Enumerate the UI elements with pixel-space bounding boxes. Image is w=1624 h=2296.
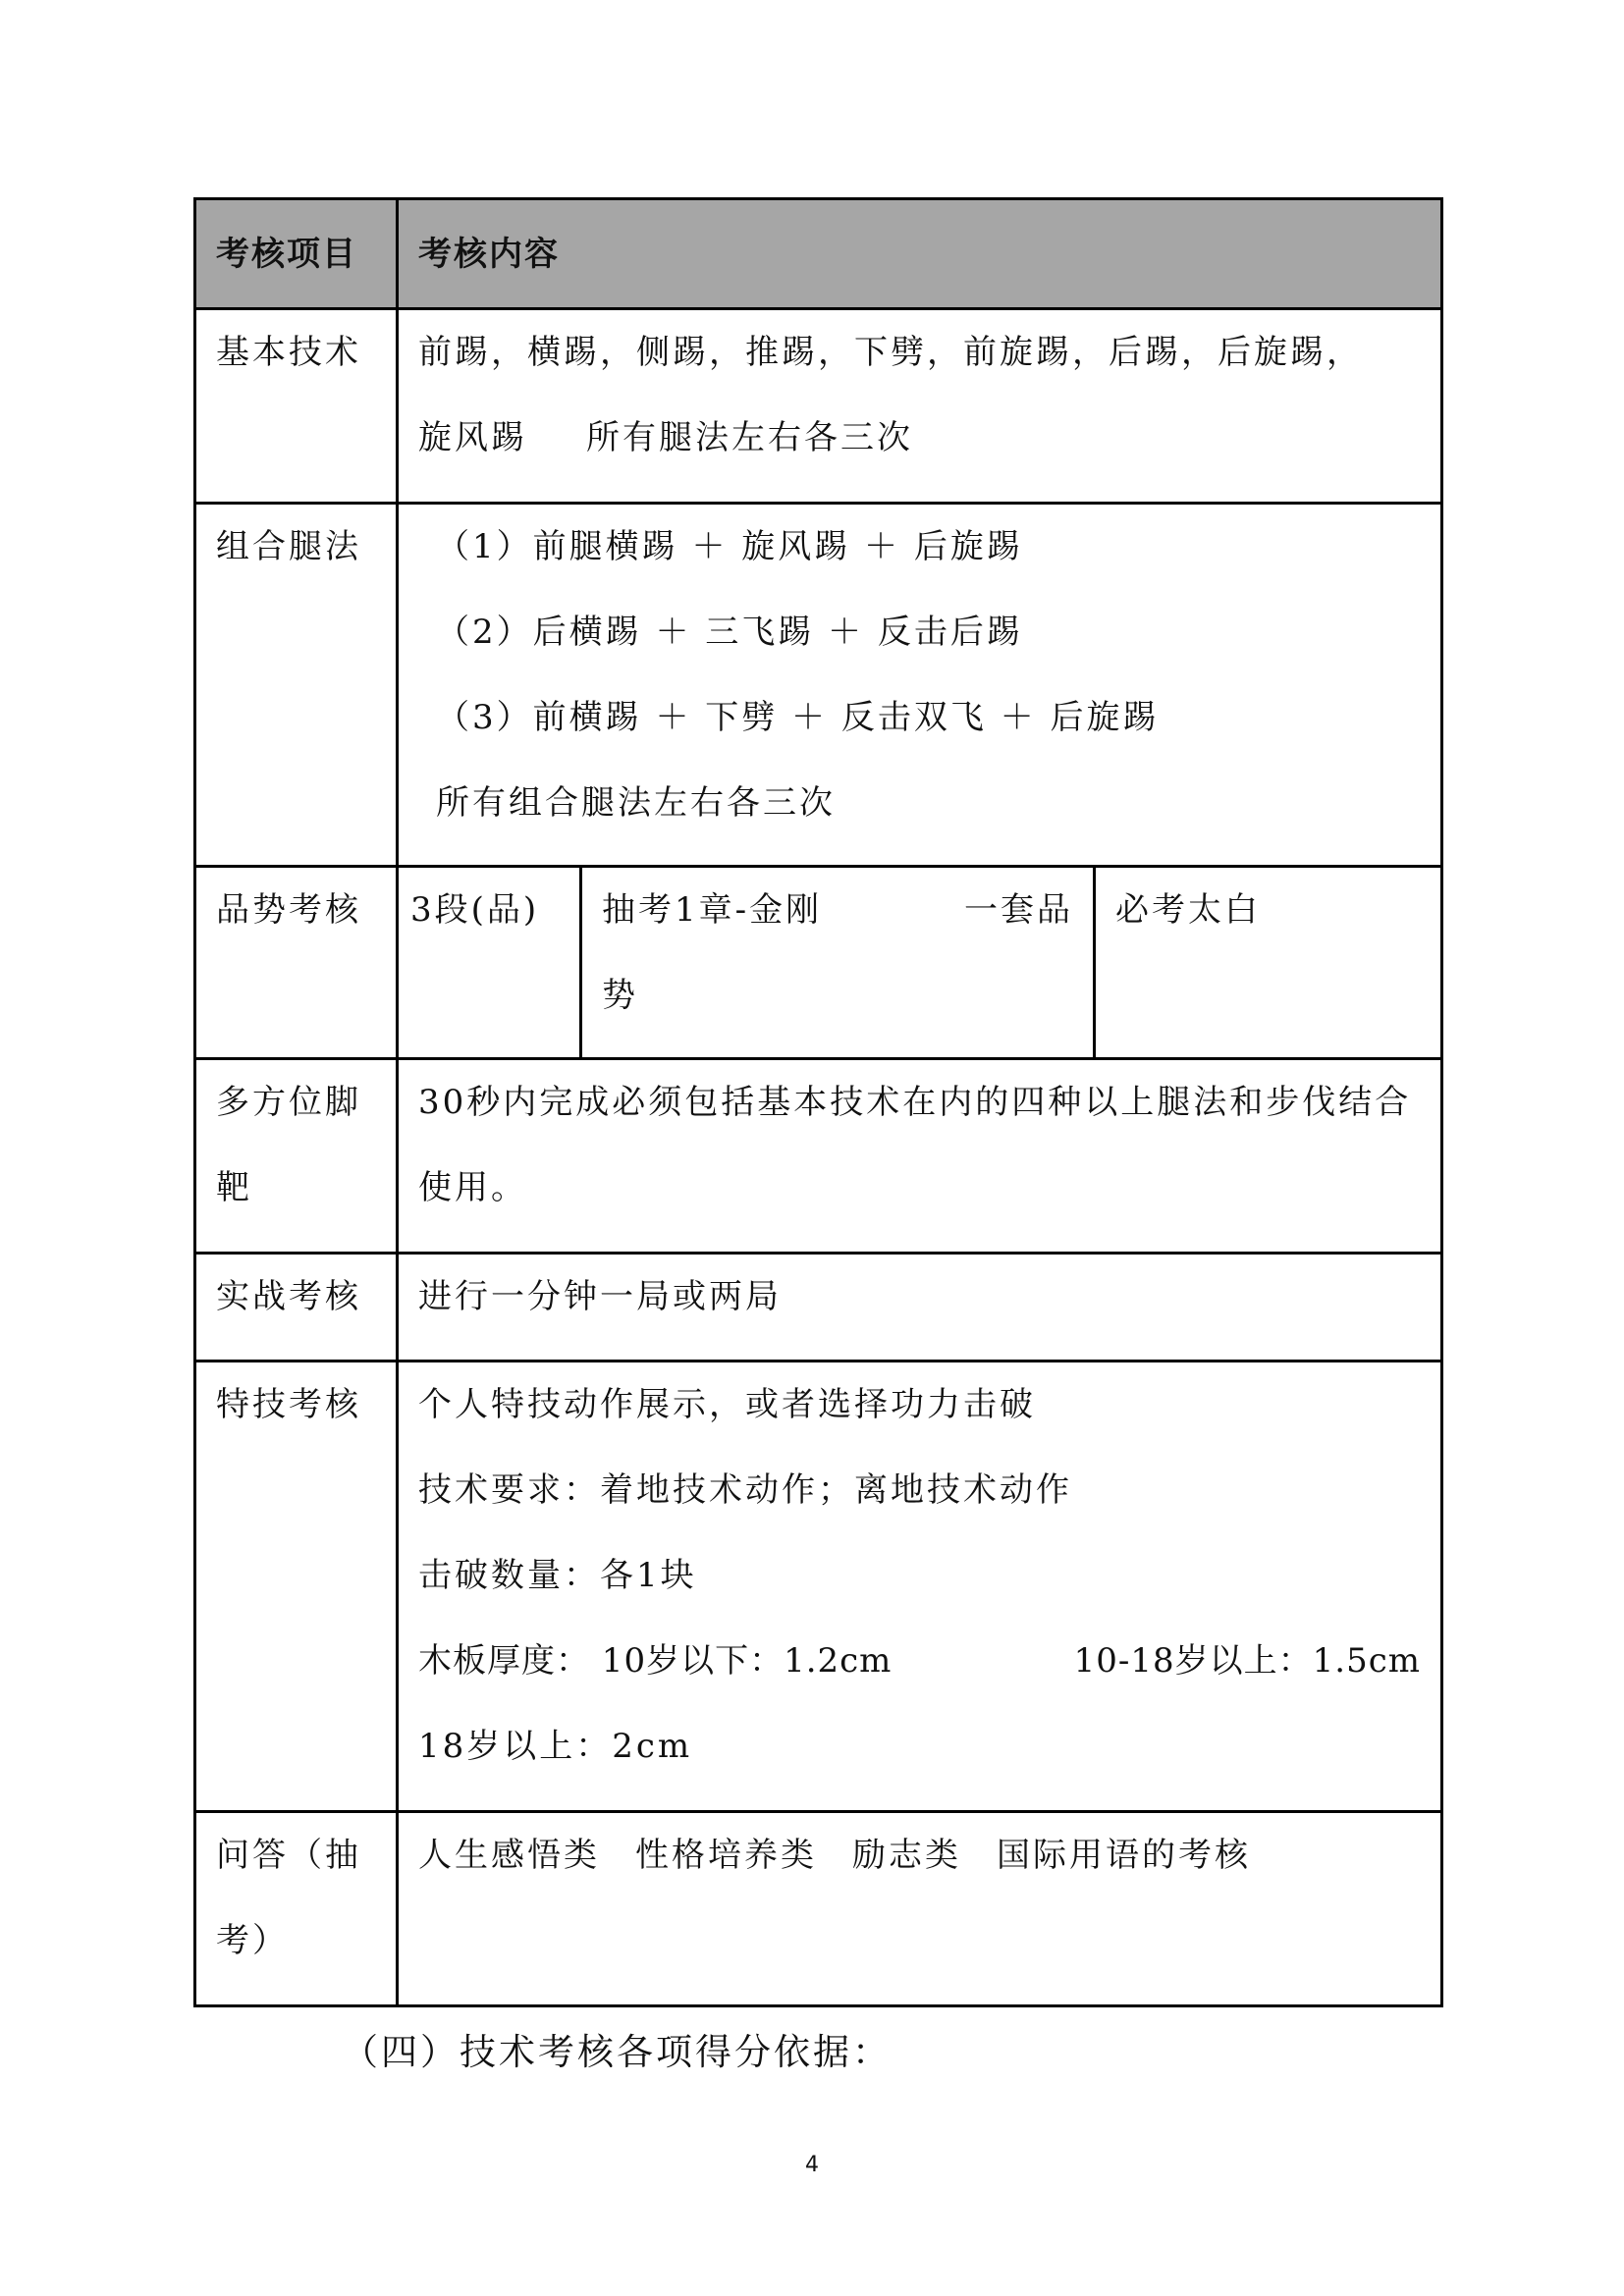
- content-line: 个人特技动作展示，或者选择功力击破: [418, 1385, 1036, 1424]
- row-label: 特技考核: [195, 1362, 398, 1812]
- poomsae-required: 必考太白: [1095, 867, 1442, 1059]
- row-label: 多方位脚靶: [195, 1059, 398, 1254]
- content-line: 击破数量：各1块: [418, 1556, 697, 1595]
- table-header-row: [195, 199, 1442, 309]
- content-line: （1）前腿横踢 ＋ 旋风踢 ＋ 后旋踢: [436, 527, 1023, 566]
- content-line: 18岁以上：2cm: [418, 1727, 693, 1766]
- content-line: 所有组合腿法左右各三次: [436, 783, 836, 823]
- row-question-answer: [195, 1812, 1442, 2006]
- row-label: 问答（抽考）: [195, 1812, 398, 2006]
- content-text: 抽考1章-金刚: [602, 890, 823, 930]
- content-text: 旋风踢: [418, 418, 527, 457]
- exam-content-table: [193, 197, 1443, 2007]
- content-line: （3）前横踢 ＋ 下劈 ＋ 反击双飞 ＋ 后旋踢: [436, 698, 1160, 737]
- row-sparring: [195, 1254, 1442, 1362]
- content-text: 所有腿法左右各三次: [586, 418, 913, 457]
- row-target-kicks: [195, 1059, 1442, 1254]
- row-poomsae: [195, 867, 1442, 1059]
- content-text: 10-18岁以上：1.5cm: [1073, 1641, 1422, 1681]
- row-content: [398, 309, 1442, 504]
- qa-item: 励志类: [852, 1836, 961, 1875]
- row-content: [398, 1812, 1442, 2006]
- row-label: 基本技术: [195, 309, 398, 504]
- qa-item: 性格培养类: [635, 1836, 817, 1875]
- content-line: [602, 868, 1073, 953]
- row-content: [398, 1362, 1442, 1812]
- header-exam-content: 考核内容: [398, 199, 1442, 309]
- poomsae-rank: 3段(品): [398, 867, 581, 1059]
- content-text: 木板厚度： 10岁以下：1.2cm: [418, 1641, 893, 1681]
- content-line: [418, 1813, 1421, 1898]
- content-line: [418, 396, 1421, 481]
- qa-item: 国际用语的考核: [997, 1836, 1251, 1875]
- content-line: [418, 1619, 1421, 1704]
- qa-item: 人生感悟类: [418, 1836, 600, 1875]
- poomsae-drawn: [581, 867, 1095, 1059]
- row-content: 30秒内完成必须包括基本技术在内的四种以上腿法和步伐结合使用。: [398, 1059, 1442, 1254]
- row-label: 实战考核: [195, 1254, 398, 1362]
- section-heading: （四）技术考核各项得分依据：: [342, 2031, 892, 2073]
- content-line: （2）后横踢 ＋ 三飞踢 ＋ 反击后踢: [436, 613, 1023, 652]
- content-line: 势: [602, 976, 638, 1015]
- content-text: 一套品: [964, 890, 1073, 930]
- content-line: 前踢，横踢，侧踢，推踢，下劈，前旋踢，后踢，后旋踢，: [418, 333, 1363, 372]
- header-exam-item: 考核项目: [195, 199, 398, 309]
- row-basic-technique: [195, 309, 1442, 504]
- page-number: 4: [805, 2153, 819, 2177]
- content-line: 技术要求：着地技术动作；离地技术动作: [418, 1470, 1072, 1510]
- row-combination-kicks: [195, 504, 1442, 867]
- row-label: 品势考核: [195, 867, 398, 1059]
- row-label: 组合腿法: [195, 504, 398, 867]
- row-special-skills: [195, 1362, 1442, 1812]
- row-content: [398, 504, 1442, 867]
- row-content: 进行一分钟一局或两局: [398, 1254, 1442, 1362]
